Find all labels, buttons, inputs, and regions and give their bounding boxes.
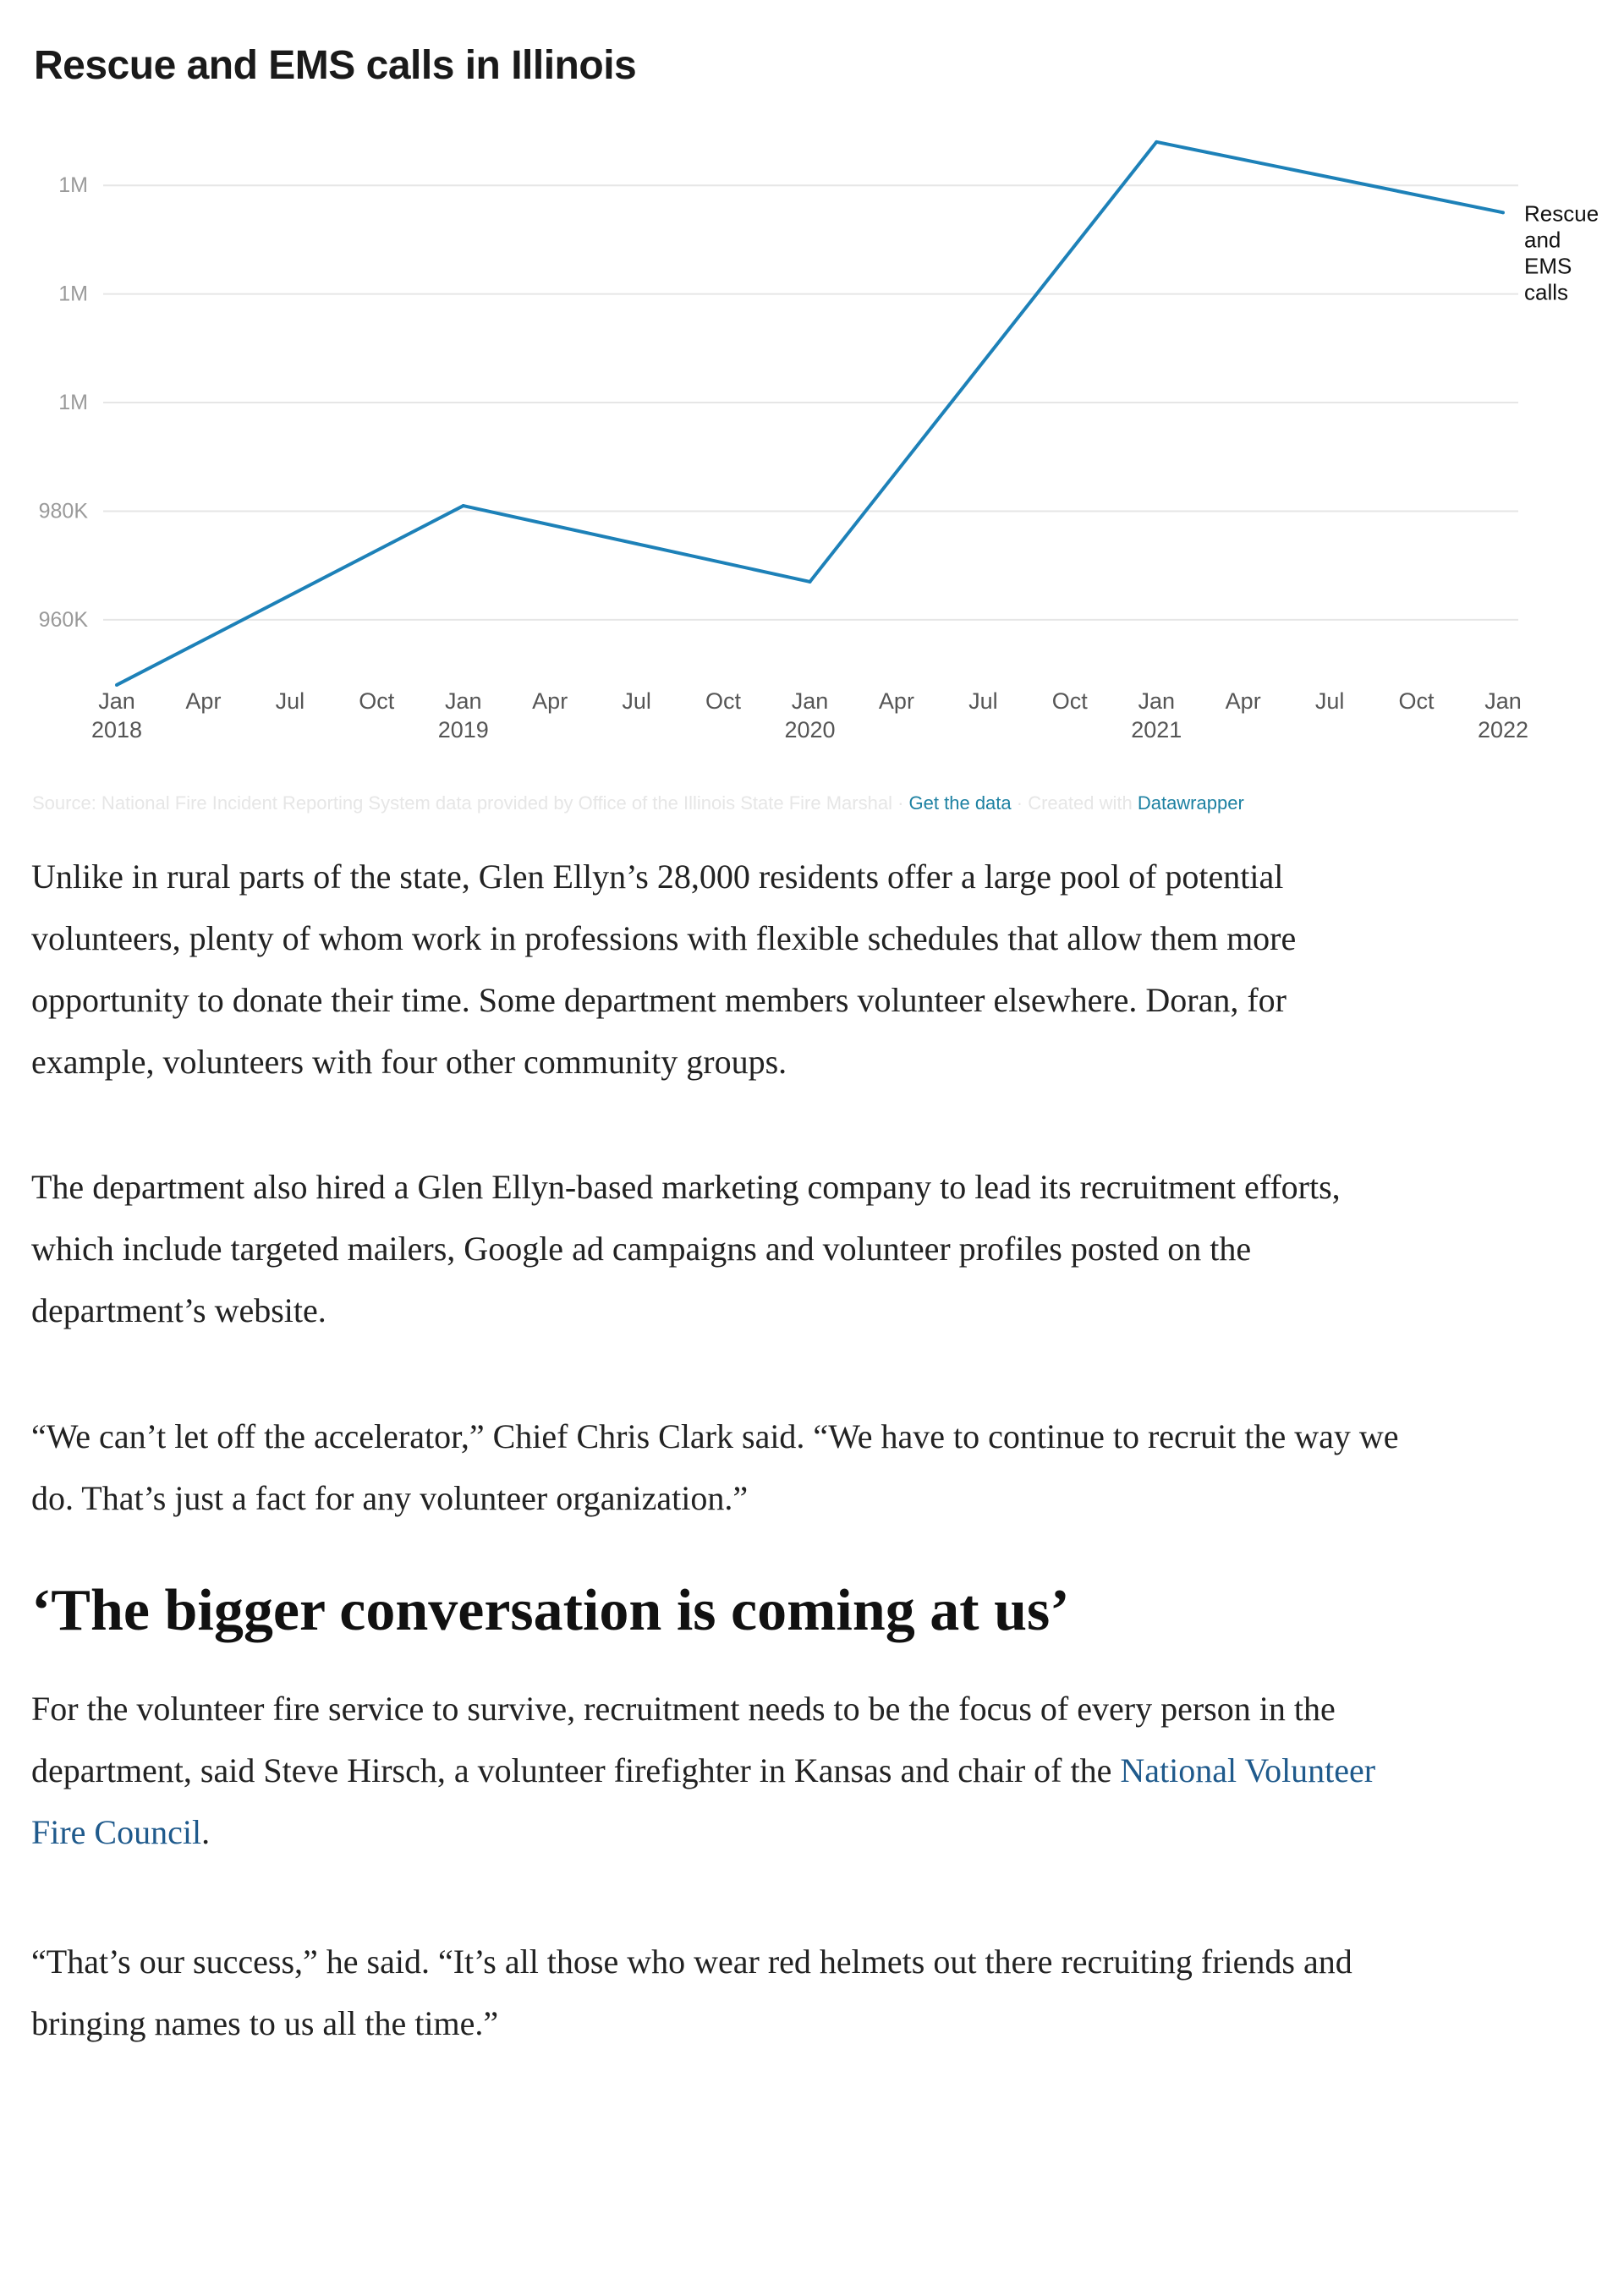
x-tick-label: Oct: [705, 688, 742, 714]
paragraph-line: [31, 1740, 1596, 1801]
y-tick-label: 1M: [58, 282, 88, 306]
datawrapper-link[interactable]: Datawrapper: [1137, 792, 1244, 814]
get-data-link[interactable]: Get the data: [908, 792, 1012, 814]
paragraph-line: department’s website.: [31, 1291, 326, 1329]
y-tick-label: 960K: [38, 607, 88, 632]
x-axis-ticks: [91, 688, 1528, 743]
series-line: [117, 142, 1503, 685]
paragraph-line: [31, 1801, 1596, 1863]
x-tick-label: Jan 2019: [437, 688, 489, 743]
paragraph-line: do. That’s just a fact for any volunteer organization.”: [31, 1479, 749, 1517]
paragraph-line: volunteers, plenty of whom work in professions with flexible schedules that allow them more: [31, 919, 1297, 957]
x-tick-label: Apr: [532, 688, 568, 714]
national-volunteer-fire-council-link[interactable]: National Volunteer: [1120, 1751, 1376, 1789]
article-paragraph-5: [31, 1931, 1596, 2054]
x-tick-label: Apr: [878, 688, 914, 714]
article-paragraph-2: [31, 1156, 1596, 1341]
chart-footer: [32, 792, 1244, 814]
x-tick-label: Jul: [622, 688, 651, 714]
x-tick-label: Jan 2021: [1131, 688, 1182, 743]
paragraph-line: Unlike in rural parts of the state, Glen Ellyn’s 28,000 residents offer a large pool of potential: [31, 858, 1284, 896]
paragraph-text: department, said Steve Hirsch, a volunteer firefighter in Kansas and chair of the: [31, 1751, 1121, 1789]
y-tick-label: 1M: [58, 391, 88, 415]
created-with-text: Created with: [1028, 792, 1138, 814]
x-tick-label: Jan 2022: [1477, 688, 1529, 743]
line-chart: [0, 101, 1624, 761]
series-label: Rescue and EMS calls: [1524, 200, 1599, 305]
x-tick-label: Apr: [1225, 688, 1261, 714]
x-tick-label: Jul: [1314, 688, 1345, 714]
x-tick-label: Apr: [185, 688, 222, 714]
footer-separator: ·: [1011, 792, 1029, 814]
paragraph-line: opportunity to donate their time. Some department members volunteer elsewhere. Doran, for: [31, 981, 1287, 1019]
x-tick-label: Oct: [1051, 688, 1088, 714]
y-axis-ticks: [39, 173, 89, 632]
article-paragraph-1: [31, 846, 1596, 1093]
section-heading: ‘The bigger conversation is coming at us’: [31, 1578, 1070, 1643]
x-tick-label: Jan 2018: [91, 688, 143, 743]
paragraph-line: bringing names to us all the time.”: [31, 2004, 499, 2042]
paragraph-line: which include targeted mailers, Google ad campaigns and volunteer profiles posted on the: [31, 1230, 1252, 1268]
x-tick-label: Oct: [1398, 688, 1435, 714]
data-point: [1501, 211, 1505, 214]
data-point: [462, 504, 465, 507]
paragraph-line: For the volunteer fire service to survive, recruitment needs to be the focus of every person in the: [31, 1690, 1336, 1728]
paragraph-line: “That’s our success,” he said. “It’s all those who wear red helmets out there recruiting friends and: [31, 1943, 1352, 1981]
data-point: [115, 683, 118, 687]
data-point: [1155, 140, 1158, 144]
data-point: [809, 580, 812, 584]
paragraph-line: example, volunteers with four other community groups.: [31, 1043, 787, 1081]
series-layer: [115, 140, 1599, 687]
x-tick-label: Jan 2020: [784, 688, 836, 743]
x-tick-label: Jul: [275, 688, 305, 714]
footer-separator: ·: [892, 792, 909, 814]
article-paragraph-4: [31, 1678, 1596, 1863]
chart-source: Source: National Fire Incident Reporting System data provided by Office of the Illinois State Fire Marshal: [32, 792, 892, 814]
chart-gridlines: [103, 185, 1518, 620]
article-paragraph-3: [31, 1406, 1596, 1529]
y-tick-label: 980K: [38, 499, 88, 523]
x-tick-label: Oct: [359, 688, 395, 714]
paragraph-line: The department also hired a Glen Ellyn-based marketing company to lead its recruitment efforts,: [31, 1168, 1341, 1206]
national-volunteer-fire-council-link[interactable]: Fire Council: [31, 1813, 202, 1851]
x-tick-label: Jul: [968, 688, 998, 714]
y-tick-label: 1M: [58, 173, 88, 198]
chart-title: Rescue and EMS calls in Illinois: [34, 43, 637, 88]
paragraph-line: “We can’t let off the accelerator,” Chief Chris Clark said. “We have to continue to recruit the way we: [31, 1417, 1399, 1455]
paragraph-text: .: [201, 1813, 211, 1851]
